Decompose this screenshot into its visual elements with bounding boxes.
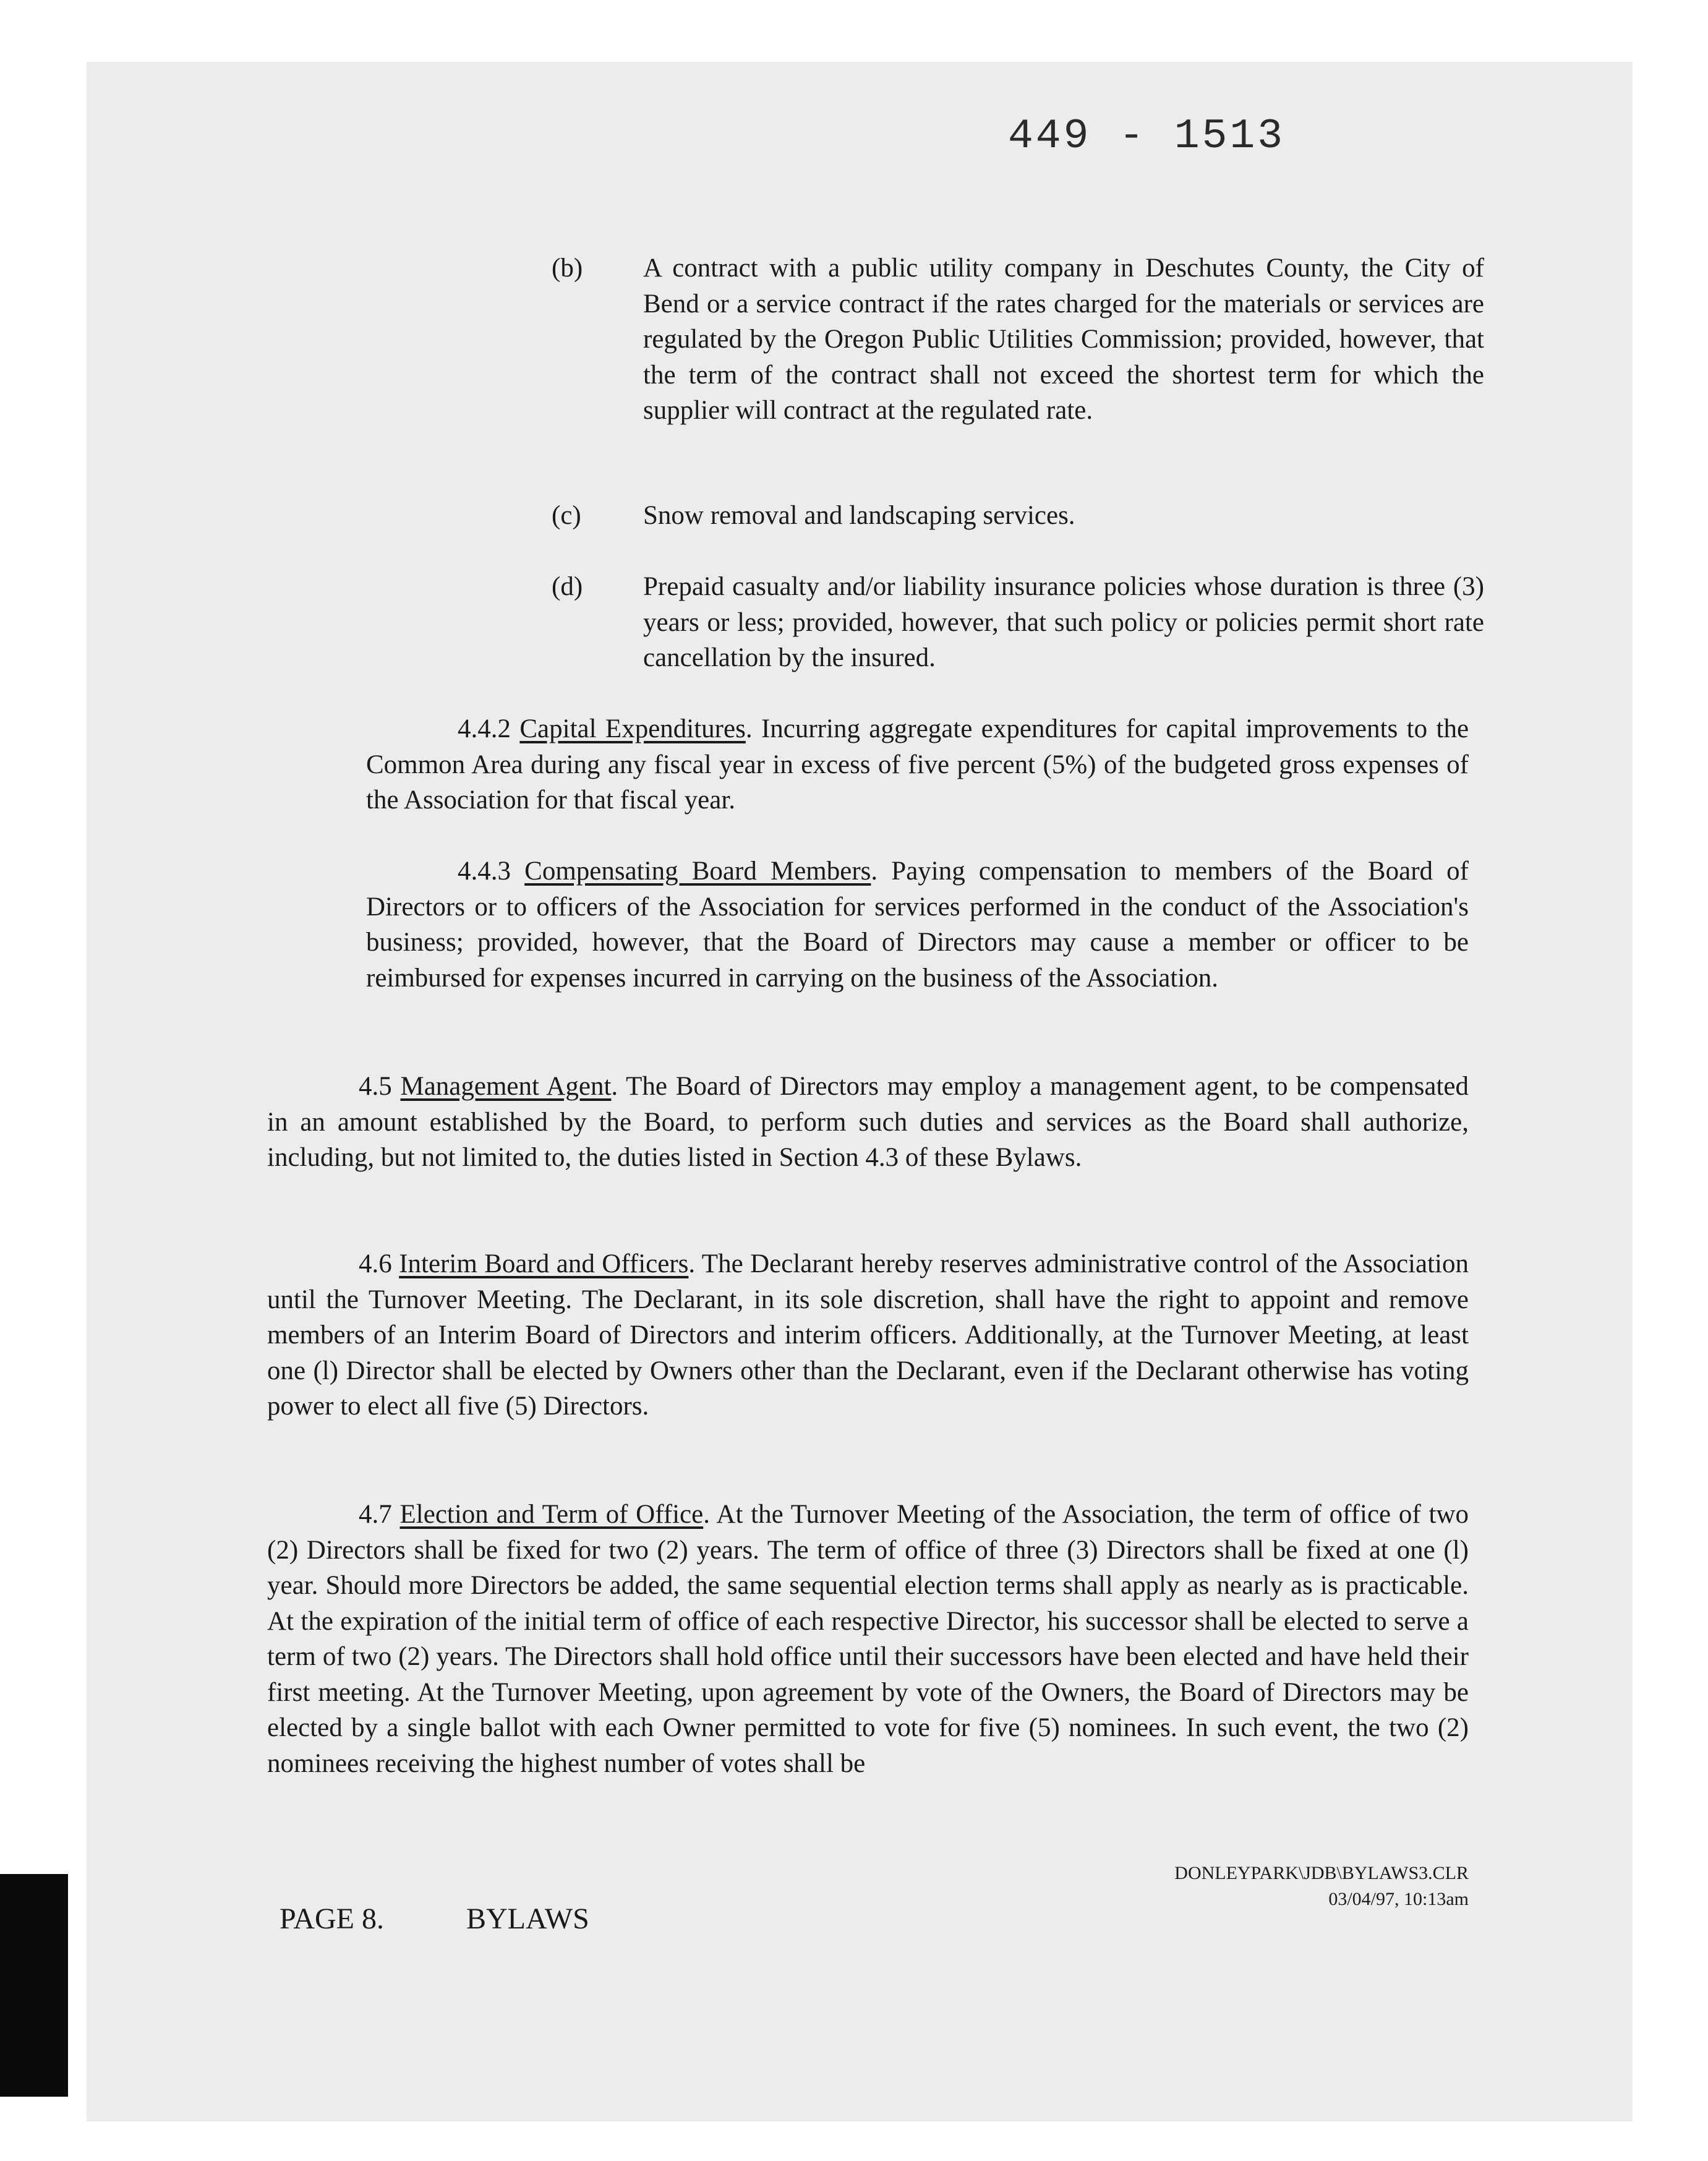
list-item-label: (b)	[552, 254, 583, 283]
page-stamp-number: 449 - 1513	[1008, 113, 1286, 160]
list-item	[552, 250, 1484, 467]
section-heading: Management Agent	[400, 1072, 612, 1101]
footer-right	[1113, 1860, 1469, 1912]
section-4-7: 4.7 Election and Term of Office. At the Turnover Meeting of the Association, the term of office of two (2) Directors shall be fixed for two (2) years. The term of office of three (3) Directors shall be fixed at one (l) year. Should more Directors be added, the same sequential election terms shall apply as nearly as is practicable. At the expiration of the initial term of office of each respective Director, his successor shall be elected to serve a term of two (2) years. The Directors shall hold office until their successors have been elected and have held their first meeting. At the Turnover Meeting, upon agreement by vote of the Owners, the Board of Directors may be elected by a single ballot with each Owner permitted to vote for five (5) nominees. In such event, the two (2) nominees receiving the highest number of votes shall be	[267, 1500, 1469, 1778]
section-number: 4.6	[359, 1249, 392, 1278]
section-body: The Board of Directors may employ a management agent, to be compensated in an amount established by the Board, to perform such duties and services as the Board shall authorize, including, but not limited to, the duties listed in Section 4.3 of these Bylaws.	[267, 1072, 1469, 1172]
list-item-text: A contract with a public utility company in Deschutes County, the City of Bend or a service contract if the rates charged for the materials or services are regulated by the Oregon Public Utilities Commission; provided, however, that the term of the contract shall not exceed the shortest term for which the supplier will contract at the regulated rate.	[643, 254, 1484, 425]
section-body: Incurring aggregate expenditures for capital improvements to the Common Area during any fiscal year in excess of five percent (5%) of the budgeted gross expenses of the Association for that fiscal year.	[366, 714, 1469, 815]
list-item-label: (d)	[552, 572, 583, 601]
section-heading: Capital Expenditures	[519, 714, 746, 743]
section-4-6: 4.6 Interim Board and Officers. The Declarant hereby reserves administrative control of the Association until the Turnover Meeting. The Declarant, in its sole discretion, shall have the right to appoint and remove members of an Interim Board of Directors and interim officers. Additionally, at the Turnover Meeting, at least one (l) Director shall be elected by Owners other than the Declarant, even if the Declarant otherwise has voting power to elect all five (5) Directors.	[267, 1249, 1469, 1421]
page-number: PAGE 8.	[280, 1902, 384, 1935]
section-body: The Declarant hereby reserves administrative control of the Association until the Turnover Meeting. The Declarant, in its sole discretion, shall have the right to appoint and remove members of an Interim Board of Directors and interim officers. Additionally, at the Turnover Meeting, at least one (l) Director shall be elected by Owners other than the Declarant, even if the Declarant otherwise has voting power to elect all five (5) Directors.	[267, 1249, 1469, 1421]
section-heading: Interim Board and Officers	[399, 1249, 689, 1278]
list-item	[552, 569, 1484, 677]
section-number: 4.7	[359, 1500, 392, 1529]
list-item-text: Snow removal and landscaping services.	[643, 501, 1075, 530]
footer-left	[265, 1868, 589, 1936]
file-path: DONLEYPARK\JDB\BYLAWS3.CLR	[1174, 1863, 1469, 1883]
timestamp: 03/04/97, 10:13am	[1328, 1889, 1469, 1909]
section-number: 4.4.2	[458, 714, 511, 743]
list-item	[552, 498, 1484, 535]
section-number: 4.4.3	[458, 857, 511, 886]
list-item-label: (c)	[552, 501, 581, 530]
scan-binder-bar	[0, 1874, 68, 2097]
document-title: BYLAWS	[466, 1902, 589, 1935]
section-heading: Compensating Board Members	[524, 857, 871, 886]
section-body: Paying compensation to members of the Board of Directors or to officers of the Association for services performed in the conduct of the Association's business; provided, however, that the Board of Directors may cause a member or officer to be reimbursed for expenses incurred in carrying on the business of the Association.	[366, 857, 1469, 993]
section-number: 4.5	[359, 1072, 392, 1101]
section-4-5: 4.5 Management Agent. The Board of Directors may employ a management agent, to be compensated in an amount established by the Board, to perform such duties and services as the Board shall authorize, including, but not limited to, the duties listed in Section 4.3 of these Bylaws.	[267, 1072, 1469, 1172]
section-4-4-2: 4.4.2 Capital Expenditures. Incurring aggregate expenditures for capital improvements to the Common Area during any fiscal year in excess of five percent (5%) of the budgeted gross expenses of the Association for that fiscal year.	[366, 714, 1469, 815]
list-item-text: Prepaid casualty and/or liability insurance policies whose duration is three (3) years or less; provided, however, that such policy or policies permit short rate cancellation by the insured.	[643, 572, 1484, 672]
section-body: At the Turnover Meeting of the Association, the term of office of two (2) Directors shall be fixed for two (2) years. The term of office of three (3) Directors shall be fixed at one (l) year. Should more Directors be added, the same sequential election terms shall apply as nearly as is practicable. At the expiration of the initial term of office of each respective Director, his successor shall be elected to serve a term of two (2) years. The Directors shall hold office until their successors have been elected and have held their first meeting. At the Turnover Meeting, upon agreement by vote of the Owners, the Board of Directors may be elected by a single ballot with each Owner permitted to vote for five (5) nominees. In such event, the two (2) nominees receiving the highest number of votes shall be	[267, 1500, 1469, 1778]
section-4-4-3: 4.4.3 Compensating Board Members. Paying compensation to members of the Board of Directors or to officers of the Association for services performed in the conduct of the Association's business; provided, however, that the Board of Directors may cause a member or officer to be reimbursed for expenses incurred in carrying on the business of the Association.	[366, 857, 1469, 993]
section-heading: Election and Term of Office	[399, 1500, 704, 1529]
